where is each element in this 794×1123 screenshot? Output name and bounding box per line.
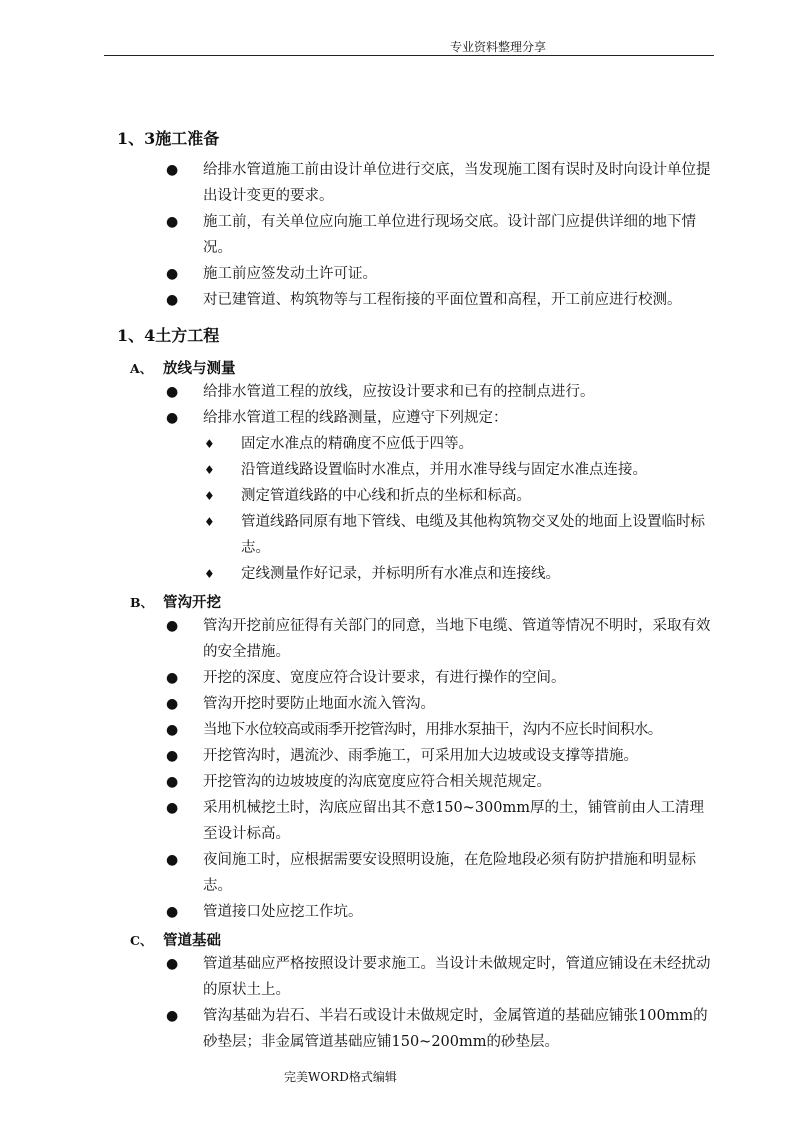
list-item: ● 给排水管道工程的放线，应按设计要求和已有的控制点进行。 bbox=[166, 379, 714, 405]
bullet-dot-icon: ● bbox=[166, 722, 179, 738]
subsection-heading-a: A、 放线与测量 bbox=[130, 360, 236, 377]
bullet-dot-icon: ● bbox=[166, 670, 179, 686]
list-item: ● 开挖管沟时，遇流沙、雨季施工，可采用加大边坡或设支撑等措施。 bbox=[166, 743, 714, 769]
list-item: ● 对已建管道、构筑物等与工程衔接的平面位置和高程，开工前应进行校测。 bbox=[166, 287, 714, 313]
sub-list-item: ♦ 管道线路同原有地下管线、电缆及其他构筑物交叉处的地面上设置临时标志。 bbox=[204, 509, 714, 561]
bullet-dot-icon: ● bbox=[166, 774, 179, 790]
sub-list-item: ♦ 沿管道线路设置临时水准点，并用水准导线与固定水准点连接。 bbox=[204, 457, 714, 483]
bullet-dot-icon: ● bbox=[166, 618, 179, 634]
sub-list-item: ♦ 固定水准点的精确度不应低于四等。 bbox=[204, 431, 714, 457]
diamond-bullet-icon: ♦ bbox=[204, 463, 215, 477]
list-item: ● 管沟开挖前应征得有关部门的同意，当地下电缆、管道等情况不明时，采取有效的安全措施。 bbox=[166, 613, 714, 665]
list-item: ● 管沟基础为岩石、半岩石或设计未做规定时，金属管道的基础应铺张100mm的砂垫层；非金属管道基础应铺150~200mm的砂垫层。 bbox=[166, 1003, 714, 1055]
list-item: ● 给排水管道工程的线路测量，应遵守下列规定： bbox=[166, 405, 714, 431]
sub-list-item: ♦ 定线测量作好记录，并标明所有水准点和连接线。 bbox=[204, 561, 714, 587]
bullet-dot-icon: ● bbox=[166, 748, 179, 764]
bullet-dot-icon: ● bbox=[166, 292, 179, 308]
bullet-dot-icon: ● bbox=[166, 852, 179, 868]
sub-list-item: ♦ 测定管道线路的中心线和折点的坐标和标高。 bbox=[204, 483, 714, 509]
list-item: ● 管道基础应严格按照设计要求施工。当设计未做规定时，管道应铺设在未经扰动的原状土上。 bbox=[166, 951, 714, 1003]
list-item: ● 管沟开挖时要防止地面水流入管沟。 bbox=[166, 691, 714, 717]
list-item: ● 给排水管道施工前由设计单位进行交底，当发现施工图有误时及时向设计单位提出设计变更的要求。 bbox=[166, 157, 714, 209]
list-item: ● 当地下水位较高或雨季开挖管沟时，用排水泵抽干，沟内不应长时间积水。 bbox=[166, 717, 714, 743]
bullet-dot-icon: ● bbox=[166, 1008, 179, 1024]
subsection-heading-c: C、 管道基础 bbox=[130, 932, 221, 949]
diamond-bullet-icon: ♦ bbox=[204, 489, 215, 503]
bullet-dot-icon: ● bbox=[166, 696, 179, 712]
list-item: ● 夜间施工时，应根据需要安设照明设施，在危险地段必须有防护措施和明显标志。 bbox=[166, 847, 714, 899]
list-item: ● 管道接口处应挖工作坑。 bbox=[166, 899, 714, 925]
list-item: ● 采用机械挖土时，沟底应留出其不意150~300mm厚的土，铺管前由人工清理至设计标高。 bbox=[166, 795, 714, 847]
bullet-dot-icon: ● bbox=[166, 214, 179, 230]
list-item: ● 开挖管沟的边坡坡度的沟底宽度应符合相关规范规定。 bbox=[166, 769, 714, 795]
bullet-dot-icon: ● bbox=[166, 904, 179, 920]
bullet-dot-icon: ● bbox=[166, 956, 179, 972]
page-header bbox=[104, 36, 714, 56]
page-footer: 完美WORD格式编辑 bbox=[284, 1070, 397, 1084]
bullet-dot-icon: ● bbox=[166, 800, 179, 816]
diamond-bullet-icon: ♦ bbox=[204, 567, 215, 581]
header-text: 专业资料整理分享 bbox=[450, 40, 547, 54]
diamond-bullet-icon: ♦ bbox=[204, 515, 215, 529]
bullet-dot-icon: ● bbox=[166, 384, 179, 400]
section-heading-1-3: 1、3施工准备 bbox=[117, 129, 220, 148]
list-item: ● 施工前，有关单位应向施工单位进行现场交底。设计部门应提供详细的地下情况。 bbox=[166, 209, 714, 261]
subsection-heading-b: B、 管沟开挖 bbox=[130, 594, 221, 611]
section-heading-1-4: 1、4土方工程 bbox=[117, 326, 220, 345]
bullet-dot-icon: ● bbox=[166, 266, 179, 282]
list-item: ● 施工前应签发动土许可证。 bbox=[166, 261, 714, 287]
bullet-dot-icon: ● bbox=[166, 410, 179, 426]
list-item: ● 开挖的深度、宽度应符合设计要求，有进行操作的空间。 bbox=[166, 665, 714, 691]
bullet-dot-icon: ● bbox=[166, 162, 179, 178]
diamond-bullet-icon: ♦ bbox=[204, 437, 215, 451]
